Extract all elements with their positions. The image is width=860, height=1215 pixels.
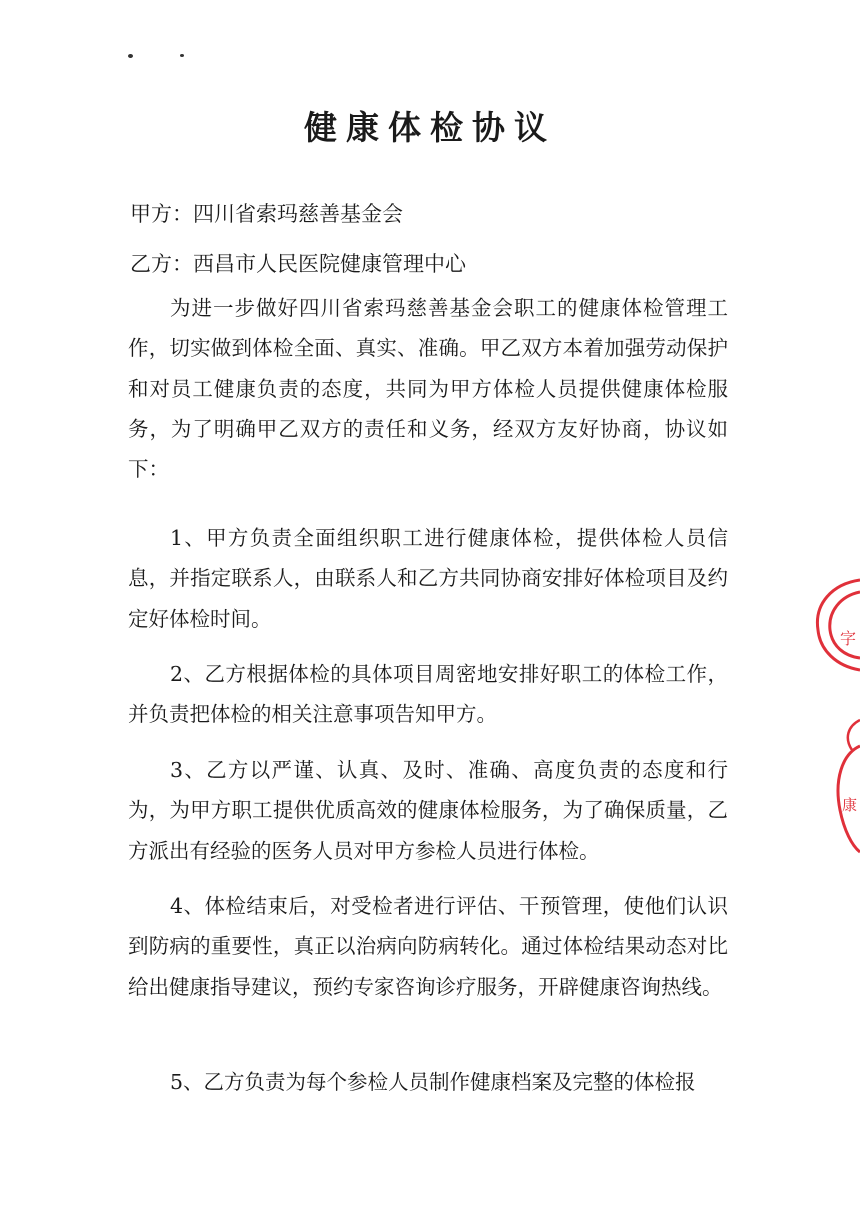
clause-5: 5、乙方负责为每个参检人员制作健康档案及完整的体检报 [170,1070,696,1094]
document-title: 健康体检协议 [304,108,556,147]
intro-paragraph: 为进一步做好四川省索玛慈善基金会职工的健康体检管理工作，切实做到体检全面、真实、准确。甲乙双方本着加强劳动保护和对员工健康负责的态度，共同为甲方体检人员提供健康体检服务，为了明确甲乙双方的责任和义务，经双方友好协商，协议如下： [128,296,728,482]
seal-character: 字 [840,629,857,648]
party-b-line: 乙方：西昌市人民医院健康管理中心 [130,252,466,276]
clause-3: 3、乙方以严谨、认真、及时、准确、高度负责的态度和行为，为甲方职工提供优质高效的健康体检服务，为了确保质量，乙方派出有经验的医务人员对甲方参检人员进行体检。 [128,758,728,863]
red-seal-stamp [792,570,860,750]
clause-1: 1、甲方负责全面组织职工进行健康体检，提供体检人员信息，并指定联系人，由联系人和乙方共同协商安排好体检项目及约定好体检时间。 [128,526,728,631]
scan-speck [128,54,133,58]
red-seal-stamp-lower [812,740,860,860]
scan-speck [180,54,184,57]
clause-2: 2、乙方根据体检的具体项目周密地安排好职工的体检工作，并负责把体检的相关注意事项告知甲方。 [128,662,728,727]
party-a-line: 甲方：四川省索玛慈善基金会 [130,202,403,226]
clause-4: 4、体检结束后，对受检者进行评估、干预管理，使他们认识到防病的重要性，真正以治病向防病转化。通过体检结果动态对比给出健康指导建议，预约专家咨询诊疗服务，开辟健康咨询热线。 [128,894,728,999]
seal-character: 康 [842,796,858,814]
